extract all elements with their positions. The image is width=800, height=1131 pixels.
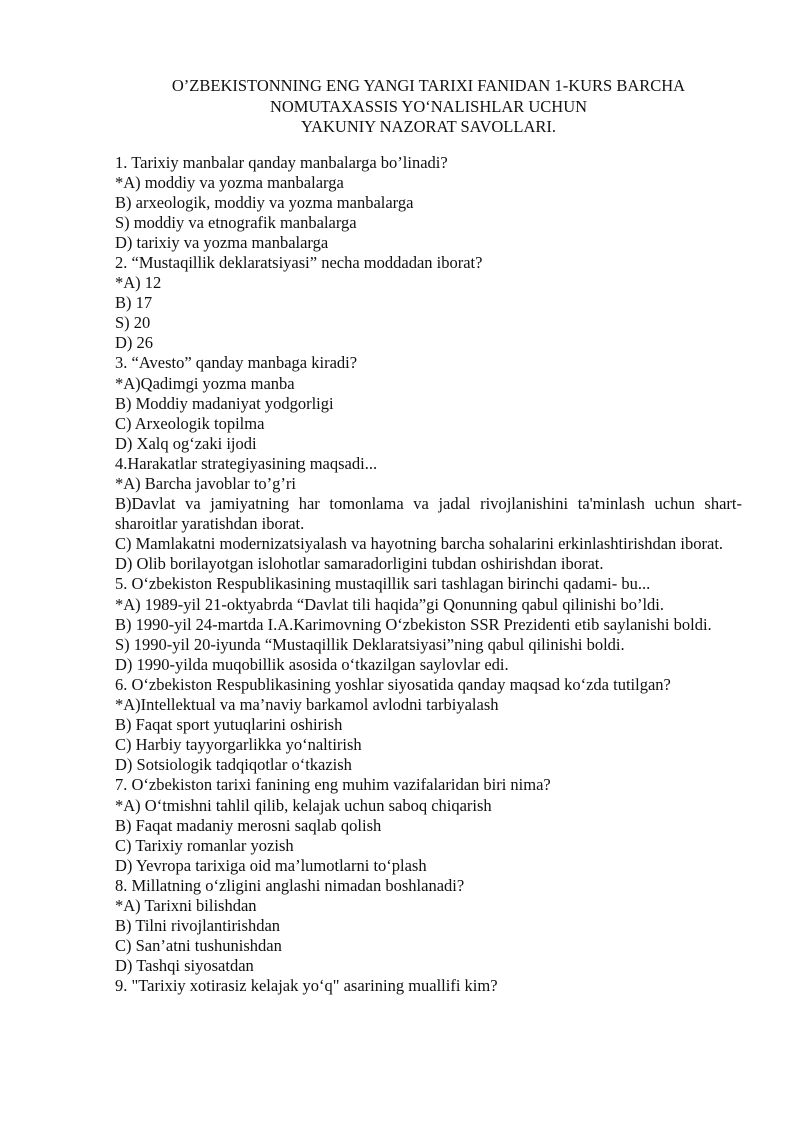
answer-option: *A) O‘tmishni tahlil qilib, kelajak uchun saboq chiqarish	[115, 795, 492, 815]
document-title	[115, 76, 742, 138]
document-page	[115, 76, 742, 996]
answer-option: S) 1990-yil 20-iyunda “Mustaqillik Deklaratsiyasi”ning qabul qilinishi boldi.	[115, 634, 625, 654]
question-7: 7. O‘zbekiston tarixi fanining eng muhim vazifalaridan biri nima?	[115, 775, 551, 795]
answer-option: B) Faqat sport yutuqlarini oshirish	[115, 715, 343, 735]
answer-option: D) Xalq og‘zaki ijodi	[115, 433, 257, 453]
question-1: 1. Tarixiy manbalar qanday manbalarga bo’linadi?	[115, 152, 448, 172]
answer-option: *A) 12	[115, 273, 162, 293]
title-line-2: NOMUTAXASSIS YO‘NALISHLAR UCHUN	[269, 96, 588, 116]
answer-option: C) Mamlakatni modernizatsiyalash va hayotning barcha sohalarini erkinlashtirishdan iborat.	[115, 534, 724, 554]
answer-option: B) Moddiy madaniyat yodgorligi	[115, 393, 334, 413]
question-8: 8. Millatning o‘zligini anglashi nimadan boshlanadi?	[115, 875, 465, 895]
answer-option: C) Arxeologik topilma	[115, 413, 265, 433]
answer-option: *A) Barcha javoblar to’g’ri	[115, 474, 296, 493]
answer-option: S) moddiy va etnografik manbalarga	[115, 212, 357, 232]
question-2: 2. “Mustaqillik deklaratsiyasi” necha moddadan iborat?	[115, 252, 483, 272]
answer-option: D) tarixiy va yozma manbalarga	[115, 232, 329, 252]
answer-option: D) Sotsiologik tadqiqotlar o‘tkazish	[115, 755, 352, 775]
question-5: 5. O‘zbekiston Respublikasining mustaqillik sari tashlagan birinchi qadami- bu...	[115, 574, 651, 594]
question-4: 4.Harakatlar strategiyasining maqsadi...	[115, 453, 378, 473]
answer-option: D) Tashqi siyosatdan	[115, 956, 254, 976]
answer-option: *A) Tarixni bilishdan	[115, 895, 257, 915]
answer-option: B) Faqat madaniy merosni saqlab qolish	[115, 815, 382, 835]
answer-option: *A)Qadimgi yozma manba	[115, 373, 295, 393]
title-line-3: YAKUNIY NAZORAT SAVOLLARI.	[301, 117, 556, 136]
answer-option: B) Tilni rivojlantirishdan	[115, 916, 281, 936]
answer-option: D) Yevropa tarixiga oid ma’lumotlarni to‘plash	[115, 855, 427, 875]
title-line-1: O’ZBEKISTONNING ENG YANGI TARIXI FANIDAN 1-KURS BARCHA	[171, 76, 686, 95]
answer-option: D) Olib borilayotgan islohotlar samaradorligini tubdan oshirishdan iborat.	[115, 554, 604, 574]
answer-option: D) 26	[115, 333, 154, 353]
question-9: 9. "Tarixiy xotirasiz kelajak yo‘q" asarining muallifi kim?	[115, 976, 498, 996]
answer-option: S) 20	[115, 313, 151, 333]
answer-option: C) Harbiy tayyorgarlikka yo‘naltirish	[115, 735, 362, 755]
answer-option: B) 17	[115, 293, 153, 313]
question-3: 3. “Avesto” qanday manbaga kiradi?	[115, 353, 358, 373]
question-list	[115, 153, 742, 997]
answer-option: B) arxeologik, moddiy va yozma manbalarga	[115, 192, 414, 212]
answer-option: D) 1990-yilda muqobillik asosida o‘tkazilgan saylovlar edi.	[115, 654, 509, 674]
answer-option: *A)Intellektual va ma’naviy barkamol avlodni tarbiyalash	[115, 695, 499, 715]
answer-option: C) Tarixiy romanlar yozish	[115, 835, 294, 855]
question-6: 6. O‘zbekiston Respublikasining yoshlar siyosatida qanday maqsad ko‘zda tutilgan?	[115, 674, 671, 694]
answer-option: *A) 1989-yil 21-oktyabrda “Davlat tili haqida”gi Qonunning qabul qilinishi bo’ldi.	[115, 594, 664, 614]
answer-option: B) 1990-yil 24-martda I.A.Karimovning O‘zbekiston SSR Prezidenti etib saylanishi boldi.	[115, 614, 712, 634]
answer-option: B)Davlat va jamiyatning har tomonlama va jadal rivojlanishini ta'minlash uchun shart-sharoitlar yaratishdan iborat.	[115, 494, 742, 534]
answer-option: C) San’atni tushunishdan	[115, 936, 282, 956]
answer-option: *A) moddiy va yozma manbalarga	[115, 172, 344, 192]
